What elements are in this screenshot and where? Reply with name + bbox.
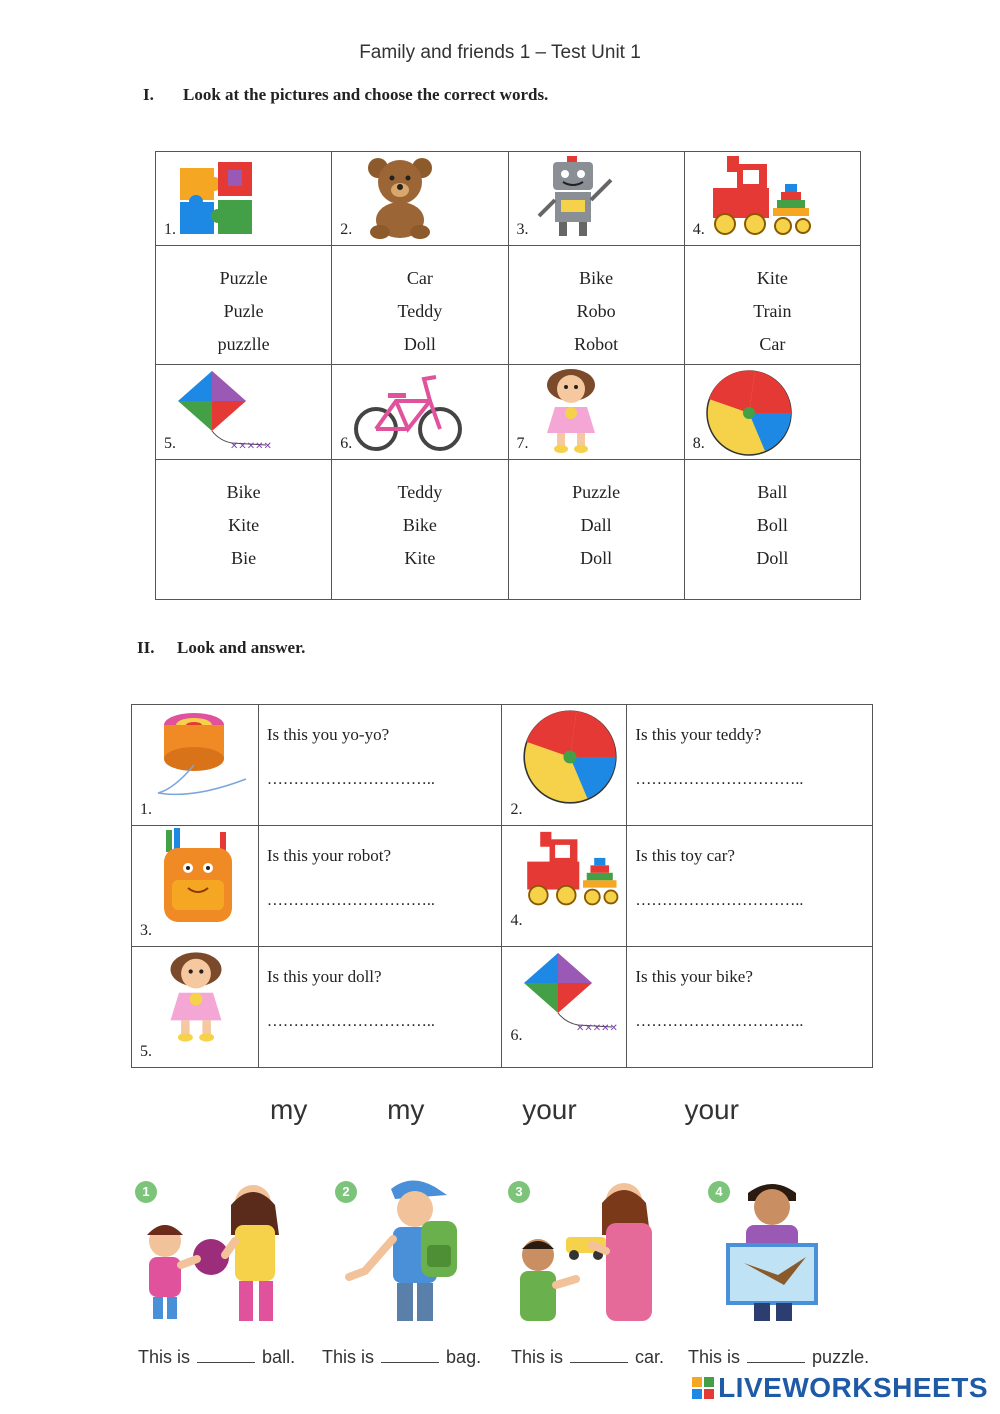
section-2-instructions: Look and answer. [177,638,306,657]
liveworksheets-watermark[interactable] [692,1372,988,1404]
question-cell-1 [258,705,502,826]
scene-4 [708,1175,888,1325]
train-icon [520,830,620,910]
section-1-number: I. [143,85,154,104]
question-cell-3 [258,826,502,947]
section-1-heading [143,85,548,105]
answer-line[interactable]: ………………………….. [635,892,804,909]
answer-line[interactable]: ………………………….. [635,1013,804,1030]
boy-with-backpack-illustration [335,1175,515,1325]
item-number: 1. [164,221,176,238]
boy-with-puzzle-illustration [708,1175,888,1325]
answer-blank[interactable] [381,1346,439,1363]
answer-blank[interactable] [747,1346,805,1363]
word-choice[interactable]: Kite [404,548,436,568]
doll-icon [539,367,603,455]
section-2-number: II. [137,638,155,657]
item-number: 6. [340,435,353,452]
picture-cell-2 [332,152,508,246]
scene-number-badge: 2 [335,1181,357,1203]
train-icon [707,154,811,240]
word-choice[interactable]: Doll [403,334,436,354]
picture-cell-5 [156,365,332,460]
look-and-answer-table [131,704,873,1068]
word-choice[interactable]: Car [759,334,786,354]
picture-cell-8 [684,365,860,460]
item-number: 4. [510,912,523,929]
choice-cell-3 [508,246,684,365]
word-bank-item[interactable]: my [387,1094,425,1125]
robot-icon [531,154,617,240]
word-choice[interactable]: Kite [228,515,260,535]
item-number: 2. [510,801,523,818]
kite-icon [176,369,272,455]
answer-picture-cell-3 [132,826,259,947]
item-number: 5. [140,1043,152,1060]
sentence-end: ball. [262,1347,296,1367]
sentence-start: This is [511,1347,564,1367]
word-choice[interactable]: Bike [402,515,437,535]
scene-3 [508,1175,688,1325]
sentence-1 [138,1346,295,1368]
kids-with-toy-car-illustration [508,1175,688,1325]
sentence-end: bag. [446,1347,482,1367]
picture-cell-6 [332,365,508,460]
kids-sharing-ball-illustration [135,1175,315,1325]
question-text: Is this your teddy? [635,725,762,744]
question-cell-2 [627,705,873,826]
section-2-heading [137,638,305,658]
question-cell-6 [627,947,873,1068]
vocab-choice-table [155,151,861,600]
word-choice[interactable]: Puzzle [219,268,268,288]
word-choice[interactable]: Boll [756,515,788,535]
word-choice[interactable]: Kite [756,268,788,288]
word-bank [270,1094,811,1126]
answer-line[interactable]: ………………………….. [266,771,435,788]
word-choice[interactable]: Bike [579,268,614,288]
item-number: 8. [692,435,705,452]
answer-picture-cell-4 [502,826,627,947]
scene-number-badge: 4 [708,1181,730,1203]
kite-icon [522,949,618,1039]
word-choice[interactable]: Teddy [397,482,443,502]
word-bank-item[interactable]: your [522,1094,577,1125]
word-choice[interactable]: Teddy [397,301,443,321]
yoyo-icon [154,709,254,801]
picture-cell-1 [156,152,332,246]
item-number: 3. [516,221,529,238]
word-choice[interactable]: Bie [231,548,257,568]
question-text: Is this your doll? [266,967,382,986]
word-choice[interactable]: Puzle [223,301,264,321]
question-text: Is this toy car? [635,846,735,865]
scene-1 [135,1175,315,1325]
item-number: 6. [510,1027,523,1044]
choice-cell-8 [684,460,860,600]
word-choice[interactable]: Car [406,268,433,288]
worksheet-title: Family and friends 1 – Test Unit 1 [359,42,641,63]
picture-cell-3 [508,152,684,246]
sentence-start: This is [688,1347,741,1367]
choice-cell-6 [332,460,508,600]
answer-blank[interactable] [197,1346,255,1363]
picture-cell-4 [684,152,860,246]
item-number: 5. [164,435,176,452]
word-choice[interactable]: Dall [580,515,612,535]
word-choice[interactable]: Train [753,301,792,321]
watermark-text: LIVEWORKSHEETS [718,1372,988,1403]
choice-cell-4 [684,246,860,365]
word-bank-item[interactable]: your [684,1094,739,1125]
section-1-instructions: Look at the pictures and choose the correct words. [183,85,549,104]
bike-icon [352,367,464,455]
choice-cell-1 [156,246,332,365]
question-text: Is this you yo-yo? [266,725,390,744]
answer-picture-cell-1 [132,705,259,826]
choice-cell-2 [332,246,508,365]
svg-text:✕✕✕✕✕: ✕✕✕✕✕ [230,441,272,452]
answer-line[interactable]: ………………………….. [635,771,804,788]
ball-icon [705,369,793,457]
scene-number-badge: 3 [508,1181,530,1203]
sentence-4 [688,1346,869,1368]
item-number: 3. [140,922,152,939]
picture-cell-7 [508,365,684,460]
answer-picture-cell-6 [502,947,627,1068]
question-cell-5 [258,947,502,1068]
answer-picture-cell-5 [132,947,259,1068]
answer-line[interactable]: ………………………….. [266,1013,435,1030]
word-choice[interactable]: Ball [757,482,788,502]
answer-line[interactable]: ………………………….. [266,892,435,909]
sentence-start: This is [138,1347,191,1367]
word-choice[interactable]: Doll [580,548,613,568]
puzzle-icon [176,158,256,238]
sentence-end: puzzle. [812,1347,870,1367]
word-choice[interactable]: Doll [756,548,789,568]
word-choice[interactable]: Robot [574,334,619,354]
answer-picture-cell-2 [502,705,627,826]
liveworksheets-logo-icon [692,1377,714,1399]
choice-cell-7 [508,460,684,600]
item-number: 2. [340,221,353,238]
word-bank-item[interactable]: my [270,1094,308,1125]
question-text: Is this your robot? [266,846,392,865]
backpack-icon [158,828,238,926]
scene-number-badge: 1 [135,1181,157,1203]
ball-icon [522,709,618,805]
item-number: 7. [516,435,529,452]
scene-2 [335,1175,515,1325]
choice-cell-5 [156,460,332,600]
question-cell-4 [627,826,873,947]
word-choice[interactable]: Robo [576,301,616,321]
word-choice[interactable]: Bike [226,482,261,502]
sentence-end: car. [635,1347,665,1367]
question-text: Is this your bike? [635,967,753,986]
word-choice[interactable]: puzzlle [217,334,270,354]
item-number: 4. [692,221,705,238]
sentence-2 [322,1346,481,1368]
teddy-bear-icon [364,156,436,240]
word-choice[interactable]: Puzzle [572,482,621,502]
svg-text:✕✕✕✕✕: ✕✕✕✕✕ [576,1023,619,1034]
answer-blank[interactable] [570,1346,628,1363]
sentence-start: This is [322,1347,375,1367]
sentence-3 [511,1346,664,1368]
item-number: 1. [140,801,152,818]
doll-icon [162,949,230,1045]
